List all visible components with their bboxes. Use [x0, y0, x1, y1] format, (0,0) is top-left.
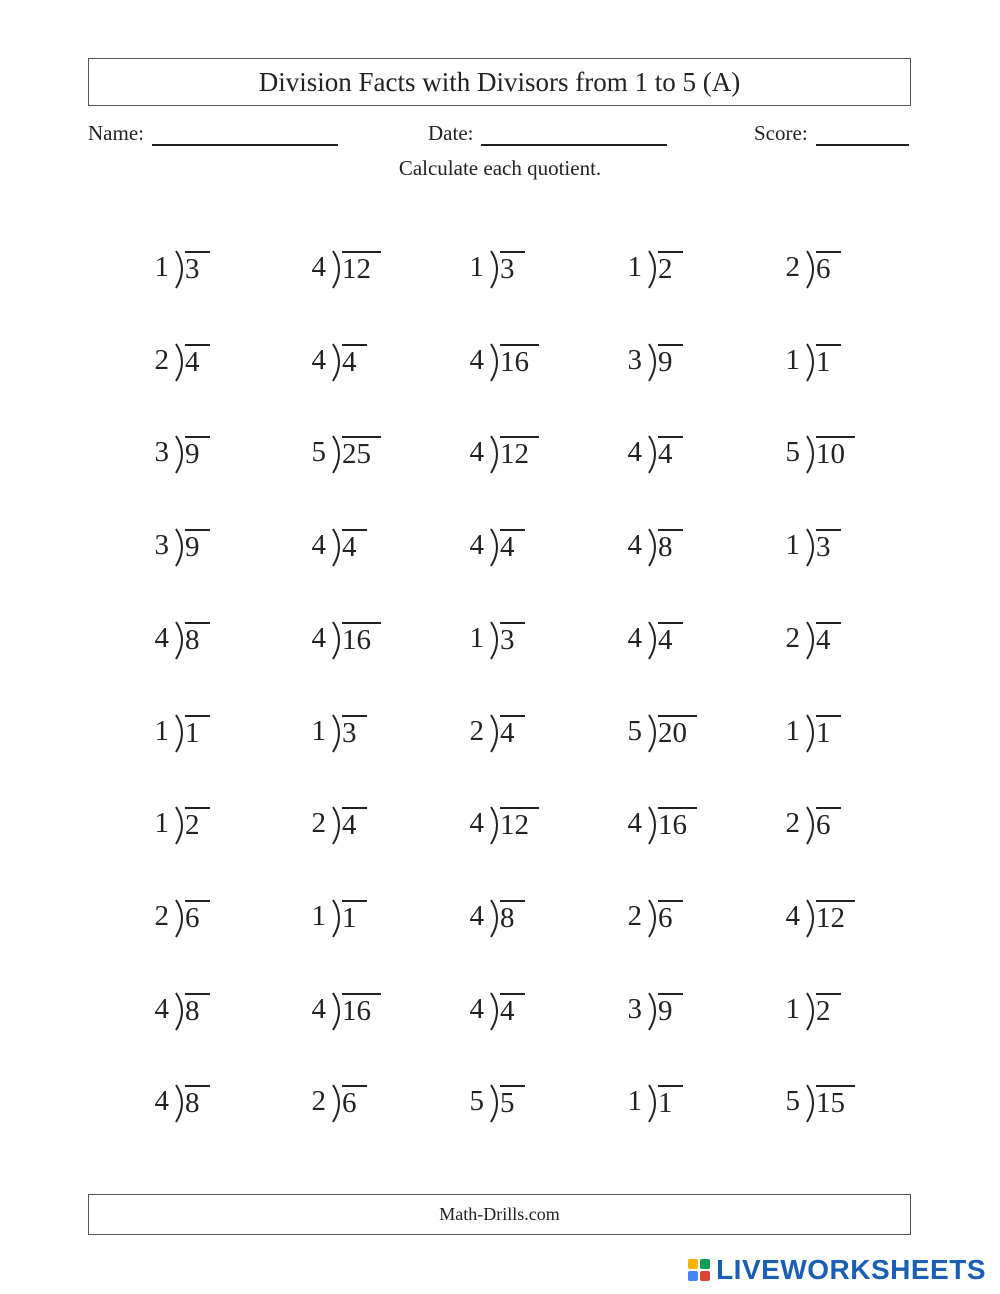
dividend: 15 — [816, 1085, 855, 1120]
divisor: 4 — [627, 529, 642, 562]
instructions: Calculate each quotient. — [398, 156, 602, 180]
dividend: 9 — [185, 436, 210, 471]
divisor: 2 — [154, 899, 169, 932]
dividend: 2 — [658, 251, 683, 286]
dividend: 3 — [342, 715, 367, 750]
liveworksheets-logo-text: LIVEWORKSHEETS — [716, 1254, 986, 1285]
divisor: 3 — [627, 343, 642, 376]
dividend: 1 — [816, 715, 841, 750]
dividend: 1 — [342, 900, 367, 935]
dividend: 16 — [342, 622, 381, 657]
divisor: 4 — [154, 1085, 169, 1118]
dividend: 8 — [185, 622, 210, 657]
divisor: 2 — [154, 343, 169, 376]
divisor: 4 — [469, 529, 484, 562]
dividend: 6 — [342, 1085, 367, 1120]
divisor: 5 — [785, 436, 800, 469]
divisor: 4 — [154, 621, 169, 654]
dividend: 9 — [185, 529, 210, 564]
divisor: 1 — [785, 529, 800, 562]
divisor: 2 — [785, 807, 800, 840]
divisor: 1 — [785, 343, 800, 376]
divisor: 4 — [311, 529, 326, 562]
divisor: 4 — [311, 621, 326, 654]
divisor: 5 — [627, 714, 642, 747]
dividend: 3 — [185, 251, 210, 286]
divisor: 1 — [469, 621, 484, 654]
divisor: 3 — [154, 436, 169, 469]
dividend: 6 — [816, 807, 841, 842]
footer: Math-Drills.com — [88, 1194, 911, 1235]
divisor: 4 — [627, 807, 642, 840]
dividend: 1 — [816, 344, 841, 379]
divisor: 4 — [469, 992, 484, 1025]
dividend: 3 — [500, 251, 525, 286]
logo-block — [700, 1271, 710, 1281]
dividend: 4 — [185, 344, 210, 379]
divisor: 3 — [154, 529, 169, 562]
divisor: 4 — [154, 992, 169, 1025]
score-label: Score: — [754, 121, 808, 145]
divisor: 1 — [311, 714, 326, 747]
date-label: Date: — [428, 121, 474, 145]
divisor: 2 — [311, 807, 326, 840]
divisor: 1 — [154, 714, 169, 747]
dividend: 1 — [185, 715, 210, 750]
dividend: 5 — [500, 1085, 525, 1120]
worksheet-title: Division Facts with Divisors from 1 to 5 (A) — [88, 58, 911, 106]
dividend: 4 — [500, 993, 525, 1028]
divisor: 4 — [311, 251, 326, 283]
dividend: 3 — [500, 622, 525, 657]
divisor: 4 — [627, 436, 642, 469]
dividend: 4 — [342, 344, 367, 379]
divisor: 1 — [469, 251, 484, 283]
dividend: 2 — [185, 807, 210, 842]
dividend: 3 — [816, 529, 841, 564]
divisor: 2 — [785, 621, 800, 654]
dividend: 16 — [342, 993, 381, 1028]
dividend: 6 — [185, 900, 210, 935]
dividend: 20 — [658, 715, 697, 750]
divisor: 4 — [311, 992, 326, 1025]
dividend: 4 — [342, 529, 367, 564]
dividend: 9 — [658, 344, 683, 379]
divisor: 4 — [469, 436, 484, 469]
liveworksheets-logo — [688, 1254, 986, 1286]
dividend: 8 — [185, 993, 210, 1028]
divisor: 1 — [785, 992, 800, 1025]
logo-block — [688, 1259, 698, 1269]
divisor: 2 — [311, 1085, 326, 1118]
dividend: 4 — [658, 436, 683, 471]
divisor: 4 — [311, 343, 326, 376]
dividend: 12 — [500, 436, 539, 471]
divisor: 4 — [469, 899, 484, 932]
logo-block — [700, 1259, 710, 1269]
divisor: 1 — [154, 807, 169, 840]
divisor: 2 — [469, 714, 484, 747]
divisor: 1 — [627, 251, 642, 283]
divisor: 2 — [627, 899, 642, 932]
dividend: 8 — [658, 529, 683, 564]
logo-block — [688, 1271, 698, 1281]
divisor: 4 — [627, 621, 642, 654]
dividend: 16 — [658, 807, 697, 842]
divisor: 1 — [785, 714, 800, 747]
divisor: 3 — [627, 992, 642, 1025]
dividend: 1 — [658, 1085, 683, 1120]
dividend: 12 — [816, 900, 855, 935]
name-label: Name: — [88, 121, 144, 145]
divisor: 5 — [785, 1085, 800, 1118]
dividend: 4 — [658, 622, 683, 657]
dividend: 4 — [816, 622, 841, 657]
divisor: 4 — [469, 343, 484, 376]
divisor: 5 — [311, 436, 326, 469]
dividend: 25 — [342, 436, 381, 471]
divisor: 5 — [469, 1085, 484, 1118]
dividend: 8 — [500, 900, 525, 935]
dividend: 4 — [500, 529, 525, 564]
dividend: 6 — [816, 251, 841, 286]
dividend: 9 — [658, 993, 683, 1028]
dividend: 4 — [500, 715, 525, 750]
dividend: 4 — [342, 807, 367, 842]
divisor: 4 — [785, 899, 800, 932]
dividend: 8 — [185, 1085, 210, 1120]
dividend: 10 — [816, 436, 855, 471]
dividend: 2 — [816, 993, 841, 1028]
divisor: 2 — [785, 251, 800, 283]
divisor: 1 — [311, 899, 326, 932]
dividend: 16 — [500, 344, 539, 379]
dividend: 12 — [342, 251, 381, 286]
dividend: 6 — [658, 900, 683, 935]
liveworksheets-logo-icon — [688, 1259, 710, 1281]
divisor: 1 — [154, 251, 169, 283]
dividend: 12 — [500, 807, 539, 842]
divisor: 1 — [627, 1085, 642, 1118]
divisor: 4 — [469, 807, 484, 840]
